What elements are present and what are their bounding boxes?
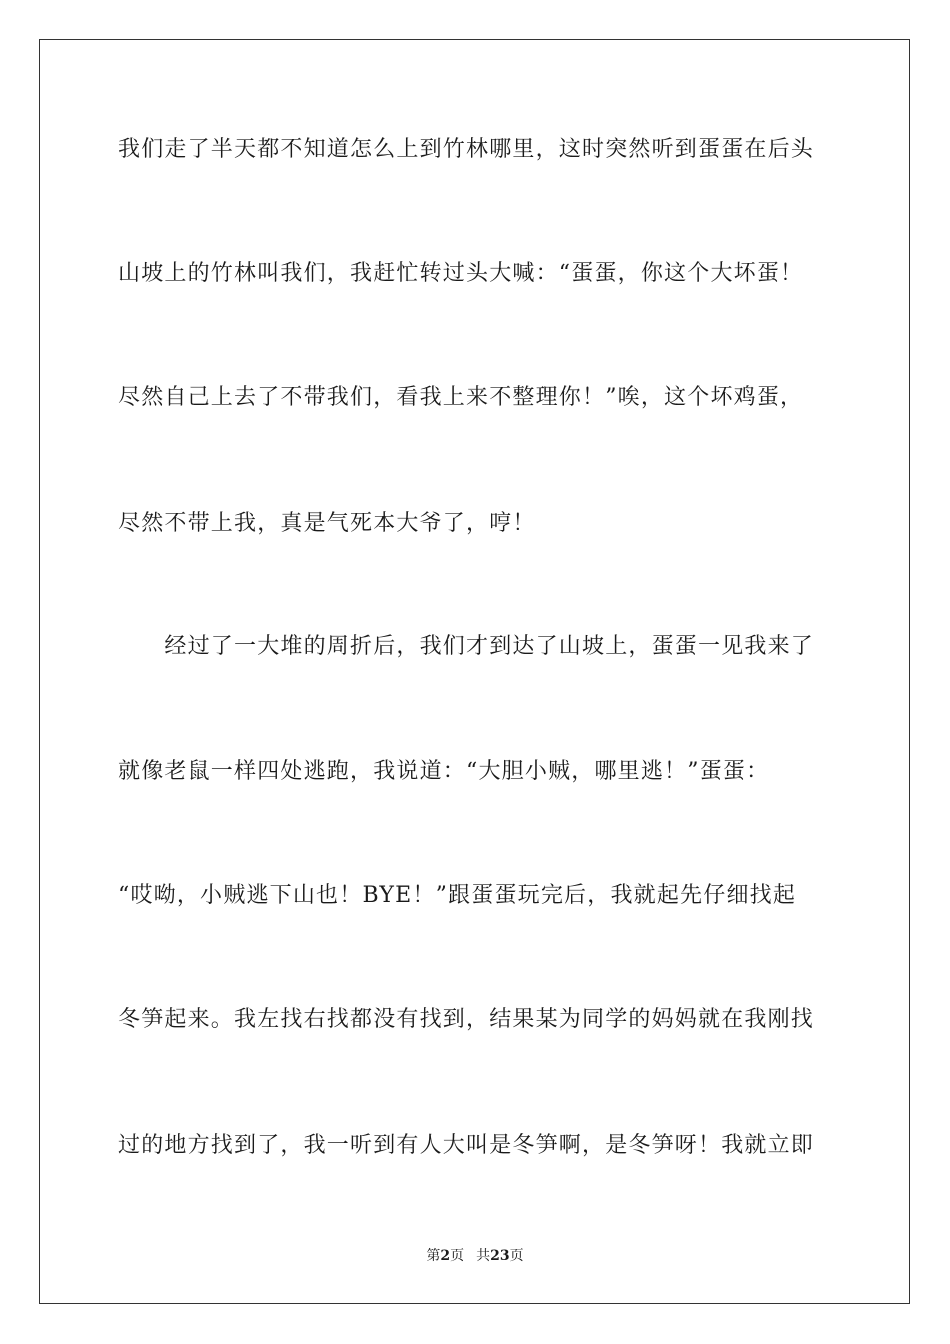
text-line: 我们走了半天都不知道怎么上到竹林哪里，这时突然听到蛋蛋在后头 bbox=[118, 137, 815, 162]
page-footer bbox=[0, 1246, 950, 1266]
page-suffix: 页 bbox=[450, 1248, 465, 1264]
text-line: “哎呦，小贼逃下山也！BYE！”跟蛋蛋玩完后，我就起先仔细找起 bbox=[118, 883, 797, 908]
text-line: 尽然不带上我，真是气死本大爷了，哼！ bbox=[118, 511, 536, 536]
page-number: 2 bbox=[440, 1248, 451, 1264]
text-line: 尽然自己上去了不带我们，看我上来不整理你！”唉，这个坏鸡蛋， bbox=[118, 385, 804, 410]
text-line: 过的地方找到了，我一听到有人大叫是冬笋啊，是冬笋呀！我就立即 bbox=[118, 1133, 815, 1158]
total-prefix: 共 bbox=[476, 1248, 491, 1264]
text-line: 山坡上的竹林叫我们，我赶忙转过头大喊：“蛋蛋，你这个大坏蛋！ bbox=[118, 261, 804, 286]
total-suffix: 页 bbox=[509, 1248, 524, 1264]
text-line: 冬笋起来。我左找右找都没有找到，结果某为同学的妈妈就在我刚找 bbox=[118, 1007, 815, 1032]
page-prefix: 第 bbox=[426, 1248, 441, 1264]
text-line: 经过了一大堆的周折后，我们才到达了山坡上，蛋蛋一见我来了 bbox=[118, 634, 815, 659]
total-pages: 23 bbox=[490, 1248, 510, 1264]
page-frame bbox=[39, 39, 910, 1304]
text-line: 就像老鼠一样四处逃跑，我说道：“大胆小贼，哪里逃！”蛋蛋： bbox=[118, 759, 770, 784]
